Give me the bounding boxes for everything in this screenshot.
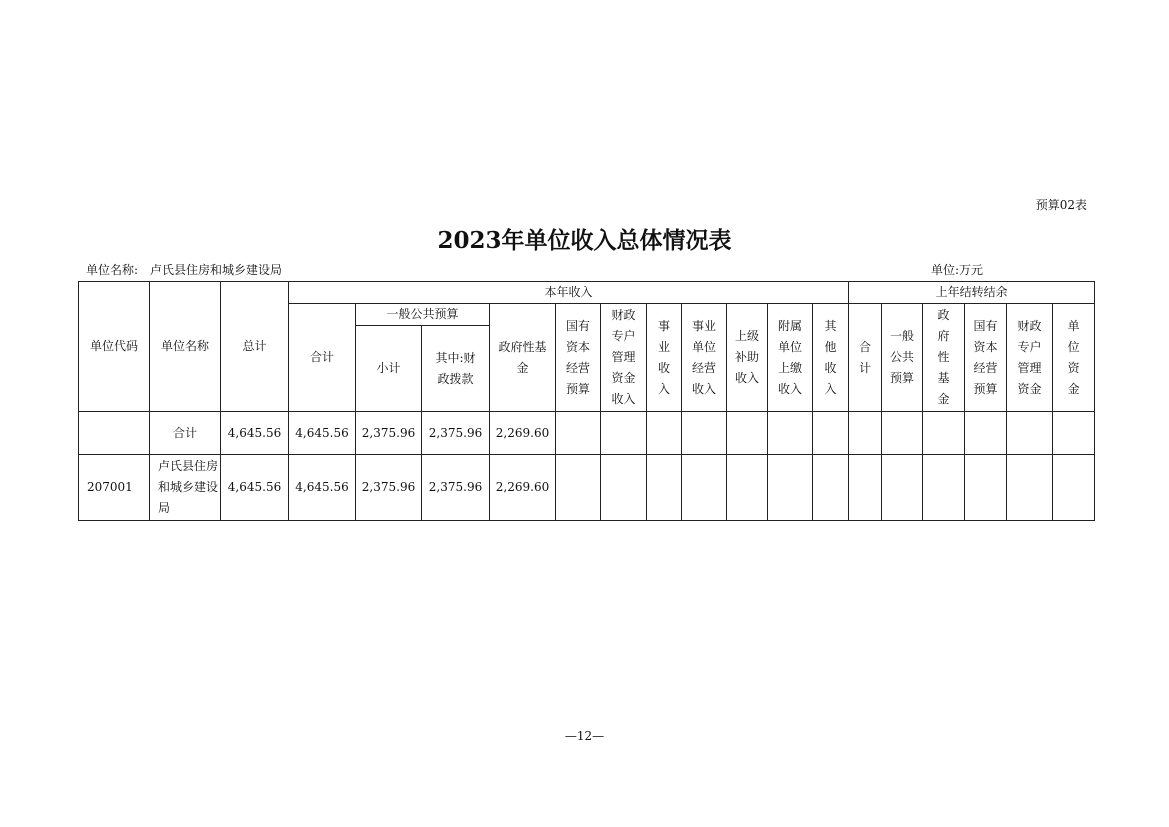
empty-cell [965,455,1007,521]
header-business-unit-income: 事业单位经营收入 [682,304,727,412]
empty-cell [682,412,727,455]
row-total: 4,645.56 [221,412,289,455]
row-total: 4,645.56 [221,455,289,521]
row-code [79,412,150,455]
empty-cell [1053,455,1095,521]
unit-name-line [86,261,282,278]
empty-cell [601,412,647,455]
header-py-fiscal-special: 财政专户管理资金 [1007,304,1053,412]
empty-cell [647,412,682,455]
row-fiscal: 2,375.96 [422,412,490,455]
row-name: 卢氏县住房和城乡建设局 [150,455,221,521]
empty-cell [1007,455,1053,521]
header-subtotal: 小计 [356,326,422,412]
header-other-income: 其他收入 [813,304,849,412]
header-py-total: 合计 [849,304,882,412]
row-cy-total: 4,645.56 [289,412,356,455]
header-cy-total: 合计 [289,304,356,412]
page-number: —12— [564,729,605,743]
row-cy-total: 4,645.56 [289,455,356,521]
row-gov-fund: 2,269.60 [490,455,556,521]
empty-cell [813,455,849,521]
empty-cell [1007,412,1053,455]
header-total: 总计 [221,282,289,412]
row-subtotal: 2,375.96 [356,455,422,521]
empty-cell [768,455,813,521]
table-number: 预算02表 [1035,198,1087,212]
header-gov-fund: 政府性基金 [490,304,556,412]
empty-cell [849,455,882,521]
empty-cell [882,412,923,455]
empty-cell [601,455,647,521]
empty-cell [556,412,601,455]
header-state-capital: 国有资本经营预算 [556,304,601,412]
empty-cell [1053,412,1095,455]
header-current-year-income: 本年收入 [289,282,849,304]
empty-cell [727,455,768,521]
row-subtotal: 2,375.96 [356,412,422,455]
empty-cell [556,455,601,521]
empty-cell [882,455,923,521]
unit-name-value: 卢氏县住房和城乡建设局 [150,263,283,277]
table-row [79,412,1095,455]
header-py-state-capital: 国有资本经营预算 [965,304,1007,412]
empty-cell [923,412,965,455]
income-table [78,281,1095,521]
header-superior-subsidy: 上级补助收入 [727,304,768,412]
header-py-unit-funds: 单位资金 [1053,304,1095,412]
row-name: 合计 [150,412,221,455]
header-business-income: 事业收入 [647,304,682,412]
empty-cell [727,412,768,455]
header-py-general-budget: 一般公共预算 [882,304,923,412]
header-fiscal-special: 财政专户管理资金收入 [601,304,647,412]
empty-cell [965,412,1007,455]
empty-cell [923,455,965,521]
header-prior-year-carryover: 上年结转结余 [849,282,1095,304]
header-affiliated-units: 附属单位上缴收入 [768,304,813,412]
unit-name-label: 单位名称: [86,263,139,277]
page-title: 2023年单位收入总体情况表 [437,227,732,254]
header-of-which-fiscal: 其中:财政拨款 [422,326,490,412]
empty-cell [813,412,849,455]
header-general-budget: 一般公共预算 [356,304,490,326]
header-py-gov-fund: 政府性基金 [923,304,965,412]
currency-unit: 单位:万元 [931,263,984,277]
row-code: 207001 [79,455,150,521]
row-gov-fund: 2,269.60 [490,412,556,455]
empty-cell [849,412,882,455]
empty-cell [647,455,682,521]
empty-cell [682,455,727,521]
empty-cell [768,412,813,455]
row-fiscal: 2,375.96 [422,455,490,521]
header-unit-code: 单位代码 [79,282,150,412]
table-row [79,455,1095,521]
header-unit-name: 单位名称 [150,282,221,412]
